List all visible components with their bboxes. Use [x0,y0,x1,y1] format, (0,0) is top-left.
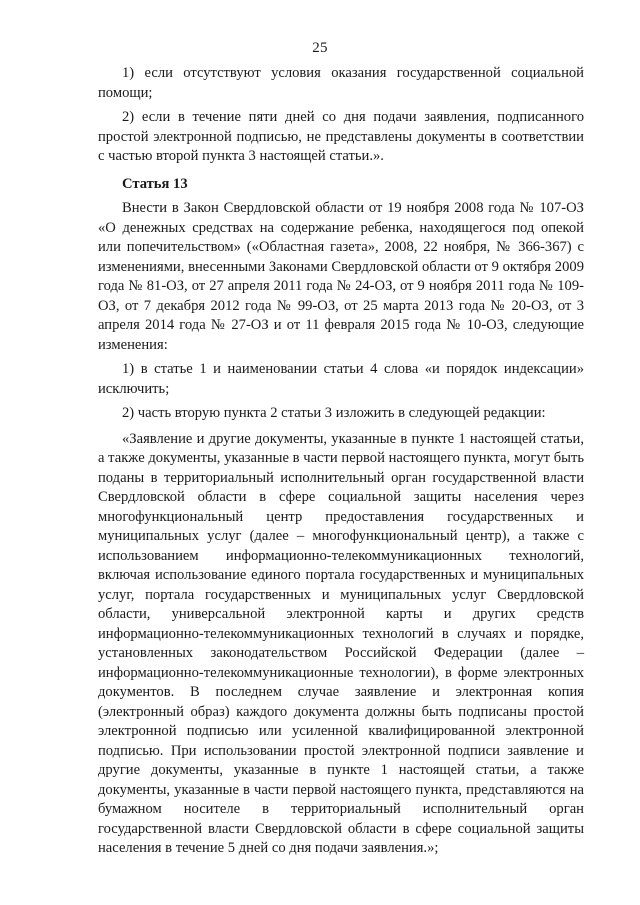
amendment-item-2: 2) часть вторую пункта 2 статьи 3 изложить в следующей редакции: [122,405,546,421]
document-body [98,64,584,859]
amendment-quote-paragraph: «Заявление и другие документы, указанные в пункте 1 настоящей статьи, а также документы, указанные в части первой настоящего пункта, могут быть поданы в территориальный исполнительный орган государственной власти Свердловской области в сфере социальной защиты населения через многофункциональный центр предоставления государственных и муниципальных услуг (далее – многофункциональный центр), а также с использованием информационно-телекоммуникационных технологий, включая использование единого портала государственных и муниципальных услуг, портала государственных и муниципальных услуг Свердловской области, универсальной электронной карты и других средств информационно-телекоммуникационных технологий в случаях и порядке, установленных законодательством Российской Федерации (далее – информационно-телекоммуникационные технологии), в форме электронных документов. В последнем случае заявление и электронная копия (электронный образ) каждого документа должны быть подписаны простой электронной подписью или усиленной квалифицированной электронной подписью. При использовании простой электронной подписи заявление и другие документы, указанные в пункте 1 настоящей статьи, а также документы, указанные в части первой настоящего пункта, представляются на бумажном носителе в территориальный исполнительный орган государственной власти Свердловской области в сфере социальной защиты населения в течение 5 дней со дня подачи заявления.»; [98,430,584,856]
paragraph-item-2: 2) если в течение пяти дней со дня подачи заявления, подписанного простой электронной подписью, не представлены документы в соответствии с частью второй пункта 3 настоящей статьи.». [98,109,584,164]
article-intro-paragraph: Внести в Закон Свердловской области от 19 ноября 2008 года № 107-ОЗ «О денежных средствах на содержание ребенка, находящегося под опекой или попечительством» («Областная газета», 2008, 22 ноября, № 366-367) с изменениями, внесенными Законами Свердловской области от 9 октября 2009 года № 81-ОЗ, от 27 апреля 2011 года № 24-ОЗ, от 9 ноября 2011 года № 109-ОЗ, от 7 декабря 2012 года № 99-ОЗ, от 25 марта 2013 года № 20-ОЗ, от 3 апреля 2014 года № 27-ОЗ и от 11 февраля 2015 года № 10-ОЗ, следующие изменения: [98,200,584,353]
paragraph-item-1: 1) если отсутствуют условия оказания государственной социальной помощи; [98,65,584,101]
page-number: 25 [312,40,328,56]
article-heading: Статья 13 [122,175,188,192]
amendment-item-1: 1) в статье 1 и наименовании статьи 4 слова «и порядок индексации» исключить; [98,361,584,397]
